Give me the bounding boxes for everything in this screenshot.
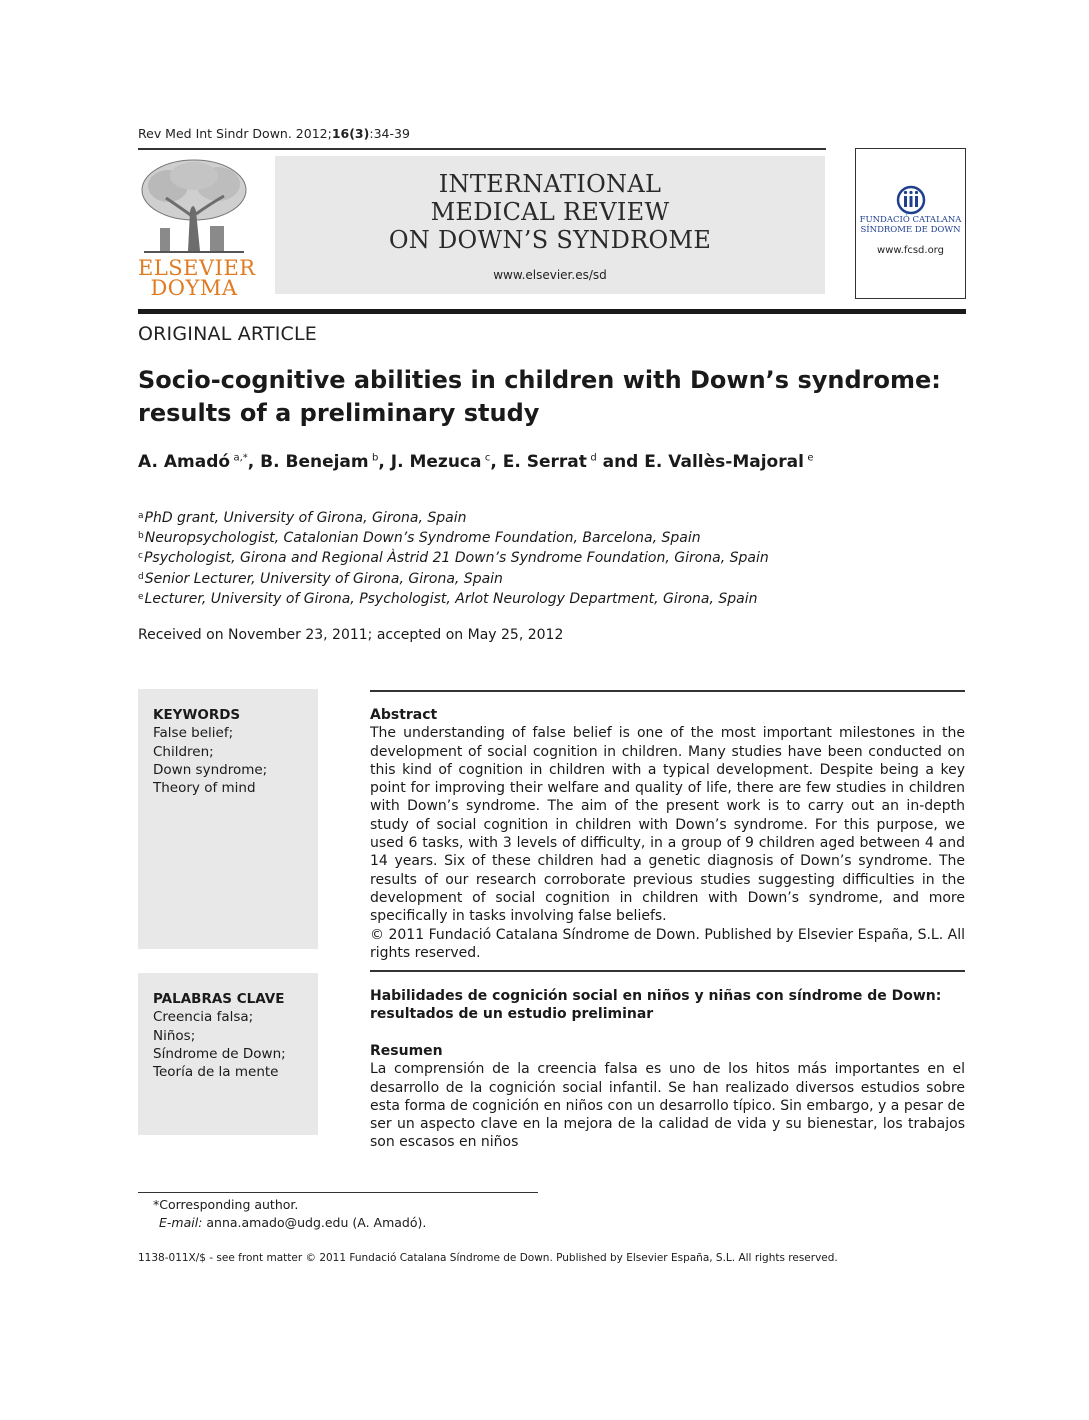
affiliation-item: $^d$Senior Lecturer, University of Girona, Girona, Spain xyxy=(138,570,503,587)
keyword-item: Teoría de la mente xyxy=(153,1064,279,1081)
author-name: A. Amadó xyxy=(138,452,231,472)
spanish-title: Habilidades de cognición social en niños y niñas con síndrome de Down: resultados de un estudio preliminar xyxy=(370,988,942,1023)
resumen-body: La comprensión de la creencia falsa es uno de los hitos más importantes en el desarrollo de la cognición social infantil. Se han realizado diversos estudios sobre esta forma de cognición en niños con un desarrollo típico. Sin embargo, y a pesar de ser un aspecto clave en la mejora de la calidad de vida y su bienestar, los trabajos son escasos en niños xyxy=(370,1061,965,1151)
abstract-heading: Abstract xyxy=(370,707,438,723)
affiliation-item: $^a$PhD grant, University of Girona, Girona, Spain xyxy=(138,510,467,526)
author-name: E. Vallès-Majoral xyxy=(644,452,804,472)
elsevier-logo xyxy=(138,156,256,300)
author-name: B. Benejam xyxy=(260,452,369,472)
resumen-heading: Resumen xyxy=(370,1043,443,1059)
fcsd-emblem-icon xyxy=(893,185,929,215)
palabras-clave-box xyxy=(138,973,318,1135)
foundation-url[interactable]: www.fcsd.org xyxy=(877,245,944,256)
abstract-section xyxy=(370,706,965,962)
corresponding-author-note: *Corresponding author. E-mail: anna.amado@udg.edu (A. Amadó). xyxy=(153,1197,427,1230)
front-matter-line: 1138-011X/$ - see front matter © 2011 Fundació Catalana Síndrome de Down. Published by Elsevier España, S.L. All rights reserved. xyxy=(138,1252,838,1264)
keyword-item: False belief; xyxy=(153,725,234,742)
header-divider xyxy=(138,309,966,314)
keyword-item: Children; xyxy=(153,743,214,760)
header-top-rule xyxy=(138,148,826,150)
journal-masthead xyxy=(275,156,825,294)
affiliation-list xyxy=(138,507,769,608)
elsevier-wordmark: ELSEVIER xyxy=(138,256,256,280)
affiliation-item: $^e$Lecturer, University of Girona, Psychologist, Arlot Neurology Department, Girona, Spain xyxy=(138,590,758,607)
keyword-item: Creencia falsa; xyxy=(153,1009,254,1026)
author-list: A. Amadó $^{a,*}$, B. Benejam $^b$, J. Mezuca $^c$, E. Serrat $^d$ and E. Vallès-Majoral $^e$ xyxy=(138,452,814,472)
footnote-rule xyxy=(138,1192,538,1193)
keywords-box xyxy=(138,689,318,949)
journal-citation: Rev Med Int Sindr Down. 2012;16(3):34-39 xyxy=(138,126,410,141)
author-email[interactable]: anna.amado@udg.edu (A. Amadó). xyxy=(202,1214,427,1230)
keyword-item: Síndrome de Down; xyxy=(153,1045,286,1062)
keyword-item: Down syndrome; xyxy=(153,761,268,778)
article-type: ORIGINAL ARTICLE xyxy=(138,323,318,345)
author-name: E. Serrat xyxy=(502,452,587,472)
journal-title: INTERNATIONAL MEDICAL REVIEW ON DOWN’S SYNDROME xyxy=(388,170,712,254)
keywords-heading: KEYWORDS xyxy=(153,707,241,723)
palabras-clave-heading: PALABRAS CLAVE xyxy=(153,991,285,1007)
affiliation-item: $^c$Psychologist, Girona and Regional Àstrid 21 Down’s Syndrome Foundation, Girona, Spain xyxy=(138,550,769,567)
journal-url[interactable]: www.elsevier.es/sd xyxy=(493,268,607,282)
article-title: Socio-cognitive abilities in children with Down’s syndrome: results of a preliminary study xyxy=(138,366,941,427)
abstract-copyright: © 2011 Fundació Catalana Síndrome de Down. Published by Elsevier España, S.L. All rights reserved. xyxy=(370,926,965,961)
resumen-section xyxy=(370,1042,965,1152)
abstract-top-rule xyxy=(370,690,965,692)
foundation-name: FUNDACIÓ CATALANA SÍNDROME DE DOWN xyxy=(859,215,962,235)
doyma-wordmark: DOYMA xyxy=(150,276,238,300)
received-dates: Received on November 23, 2011; accepted on May 25, 2012 xyxy=(138,627,564,643)
resumen-top-rule xyxy=(370,970,965,972)
keyword-item: Niños; xyxy=(153,1027,196,1044)
tree-icon xyxy=(138,156,250,256)
affiliation-item: $^b$Neuropsychologist, Catalonian Down’s Syndrome Foundation, Barcelona, Spain xyxy=(138,530,701,547)
author-name: J. Mezuca xyxy=(390,452,482,472)
keyword-item: Theory of mind xyxy=(153,780,256,797)
foundation-logo-box xyxy=(855,148,966,299)
abstract-body: The understanding of false belief is one of the most important milestones in the development of social cognition in children. Many studies have been conducted on this kind of cognition in children with a typical development. Despite being a key point for improving their welfare and quality of life, there are few studies in children with Down’s syndrome. The aim of the present work is to carry out an in-depth study of social cognition in children with Down’s syndrome. For this purpose, we used 6 tasks, with 3 levels of difficulty, in a group of 9 children aged between 4 and 14 years. Six of these children had a genetic diagnosis of Down’s syndrome. The results of our research corroborate previous studies suggesting difficulties in the development of social cognition in children with Down’s syndrome, and more specifically in tasks involving false beliefs. xyxy=(370,725,965,925)
